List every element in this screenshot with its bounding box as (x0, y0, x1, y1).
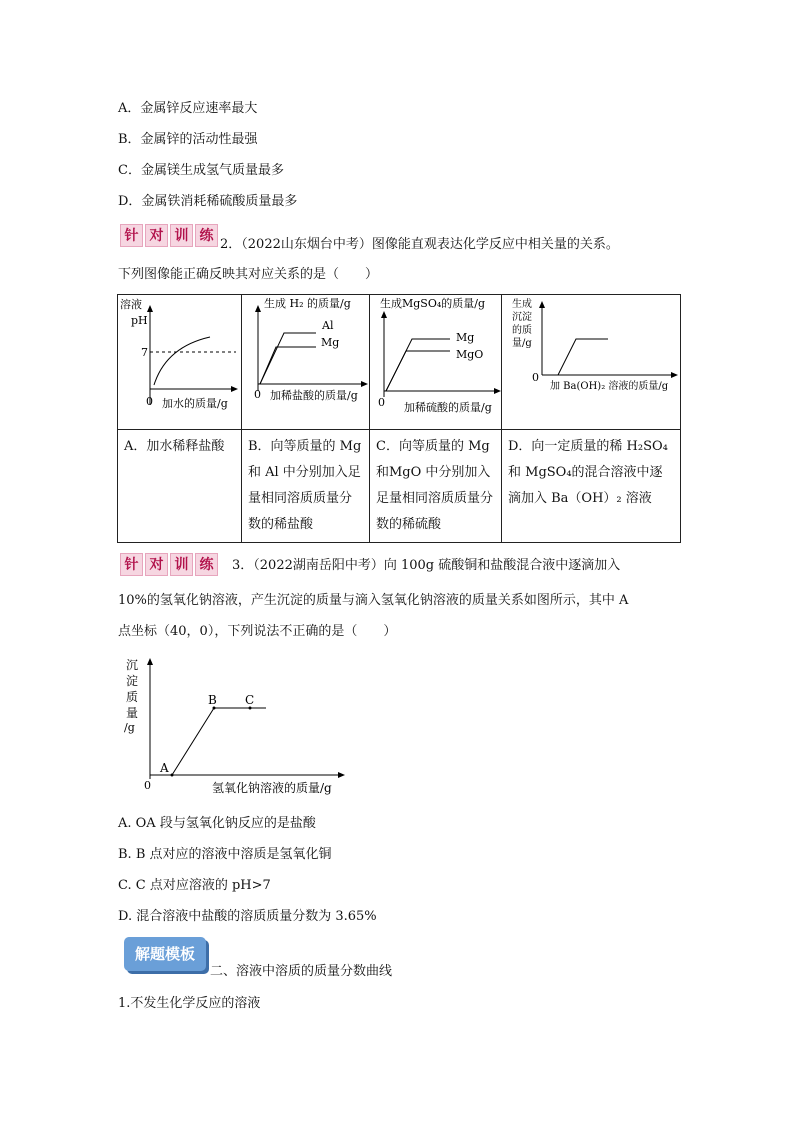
q3-option-c: C. C 点对应溶液的 pH>7 (118, 878, 271, 893)
graph-d (502, 295, 681, 425)
graph-b-xlabel: 加稀盐酸的质量/g (270, 389, 358, 402)
q2-stem-line1: 2．（2022山东烟台中考）图像能直观表达化学反应中相关量的关系。 (220, 237, 619, 252)
graph-d-cell (502, 295, 681, 430)
graph-d-xlabel: 加 Ba(OH)₂ 溶液的质量/g (550, 381, 669, 392)
graph-a-tick-7: 7 (141, 346, 148, 359)
point-b-label: B (208, 693, 217, 707)
graph-b-series-mg: Mg (321, 336, 340, 349)
option-a-text: A．加水稀释盐酸 (124, 439, 225, 454)
graph-a-ylabel-line2: pH (131, 314, 148, 327)
graph-b-cell (242, 295, 370, 430)
graph-c (370, 295, 502, 425)
q1-option-b: B．金属锌的活动性最强 (118, 132, 258, 147)
graph-c-ylabel: 生成MgSO₄的质量/g (380, 297, 486, 310)
training-badge-2: 针 对 训 练 (120, 553, 218, 576)
q2-options-table (117, 294, 681, 543)
graph-a-origin: 0 (146, 395, 153, 408)
graph-c-origin: 0 (378, 396, 385, 409)
option-d-text: D．向一定质量的稀 H₂SO₄ 和 MgSO₄的混合溶液中逐滴加入 Ba（OH）₂ 溶液 (508, 439, 668, 506)
graph-b-series-al: Al (322, 319, 334, 332)
graph-d-origin: 0 (532, 371, 539, 384)
option-b-text: B．向等质量的 Mg 和 Al 中分别加入足量相同溶质质量分数的稀盐酸 (248, 439, 362, 532)
graph-b-origin: 0 (254, 388, 261, 401)
point-c-label: C (245, 693, 255, 707)
q3-option-b: B. B 点对应的溶液中溶质是氢氧化铜 (118, 847, 332, 862)
graph-a-cell (118, 295, 242, 430)
q3-graph (118, 655, 348, 805)
section2-title: 二、溶液中溶质的质量分数曲线 (210, 964, 393, 979)
graph-c-cell (370, 295, 502, 430)
q1-option-d: D．金属铁消耗稀硫酸质量最多 (118, 194, 298, 209)
q3-option-a: A. OA 段与氢氧化钠反应的是盐酸 (118, 816, 316, 831)
graph-d-ylabel-3: 的质 (512, 325, 532, 336)
q3-origin: 0 (144, 779, 151, 792)
graph-a (118, 295, 242, 425)
graph-a-ylabel-line1: 溶液 (120, 298, 142, 311)
point-a-label: A (160, 761, 169, 775)
graph-d-ylabel-4: 量/g (512, 338, 532, 349)
graph-a-xlabel: 加水的质量/g (162, 397, 228, 410)
q3-ylabel-3: 质 (126, 690, 139, 704)
solution-template-badge: 解题模板 (124, 937, 206, 971)
graph-b-ylabel: 生成 H₂ 的质量/g (264, 297, 351, 310)
q3-stem-line1: 3．（2022湖南岳阳中考）向 100g 硫酸铜和盐酸混合液中逐滴加入 (232, 558, 621, 573)
graph-b (242, 295, 370, 425)
graph-c-series-mg: Mg (456, 331, 475, 344)
q3-ylabel-1: 沉 (126, 658, 139, 672)
q3-ylabel-4: 量 (126, 706, 139, 720)
q1-option-a: A．金属锌反应速率最大 (118, 101, 258, 116)
q3-ylabel-2: 淀 (126, 674, 139, 688)
q2-stem-line2: 下列图像能正确反映其对应关系的是（ ） (118, 267, 379, 282)
option-c-text: C．向等质量的 Mg 和MgO 中分别加入足量相同溶质质量分数的稀硫酸 (376, 439, 494, 532)
graph-d-ylabel-1: 生成 (512, 299, 532, 310)
graph-c-series-mgo: MgO (456, 348, 484, 361)
section2-subtitle: 1.不发生化学反应的溶液 (118, 996, 261, 1011)
graph-c-xlabel: 加稀硫酸的质量/g (404, 401, 492, 414)
q3-option-d: D. 混合溶液中盐酸的溶质质量分数为 3.65% (118, 909, 377, 924)
training-badge: 针 对 训 练 (120, 224, 218, 247)
q3-xlabel: 氢氧化钠溶液的质量/g (212, 781, 332, 795)
q3-stem-line2: 10%的氢氧化钠溶液，产生沉淀的质量与滴入氢氧化钠溶液的质量关系如图所示，其中 A (118, 593, 629, 608)
q1-option-c: C．金属镁生成氢气质量最多 (118, 163, 284, 178)
graph-d-ylabel-2: 沉淀 (512, 312, 532, 323)
q3-stem-line3: 点坐标（40，0），下列说法不正确的是（ ） (118, 624, 397, 639)
q3-ylabel-5: /g (124, 721, 135, 734)
